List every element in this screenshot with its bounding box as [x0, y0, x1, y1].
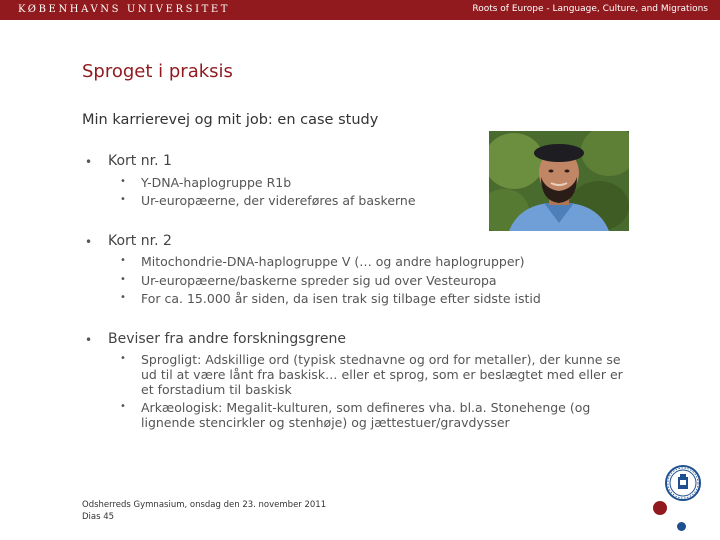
list-item: Ur-europæerne/baskerne spreder sig ud over Vesteuropa	[141, 273, 497, 288]
list-item: Y-DNA-haplogruppe R1b	[141, 175, 292, 190]
list-item: Arkæologisk: Megalit-kulturen, som defineres vha. bl.a. Stonehenge (og lignende stencirkler og stenhøje) og jættestuer/gravdysser	[141, 400, 591, 430]
bullet-icon: •	[85, 155, 93, 169]
list-item: Mitochondrie-DNA-haplogruppe V (… og andre haplogrupper)	[141, 254, 525, 269]
decorative-dot	[677, 522, 686, 531]
list-item: Sprogligt: Adskillige ord (typisk stednavne og ord for metaller), der kunne se ud til at være lånt fra baskisk… eller et sprog, som er beslægtet med eller er et forstadium til baskisk	[141, 352, 623, 397]
course-title: Roots of Europe - Language, Culture, and Migrations	[472, 4, 708, 14]
section-heading: Kort nr. 2	[108, 233, 172, 249]
portrait-photo	[489, 131, 629, 231]
bullet-icon: •	[120, 176, 126, 187]
header-bar	[0, 0, 720, 20]
bullet-icon: •	[120, 255, 126, 266]
section-heading: Beviser fra andre forskningsgrene	[108, 331, 346, 347]
footer-venue: Odsherreds Gymnasium, onsdag den 23. november 2011	[82, 500, 327, 510]
university-name: KØBENHAVNS UNIVERSITET	[18, 4, 231, 15]
bullet-icon: •	[85, 333, 93, 347]
bullet-icon: •	[120, 274, 126, 285]
footer-slide-number: Dias 45	[82, 512, 115, 522]
list-item: Ur-europæerne, der videreføres af baskerne	[141, 193, 416, 208]
bullet-icon: •	[85, 235, 93, 249]
decorative-dot	[653, 501, 667, 515]
bullet-icon: •	[120, 353, 126, 364]
list-item: For ca. 15.000 år siden, da isen trak sig tilbage efter sidste istid	[141, 291, 541, 306]
section-heading: Kort nr. 1	[108, 153, 172, 169]
bullet-icon: •	[120, 401, 126, 412]
slide-subtitle: Min karrierevej og mit job: en case study	[82, 112, 379, 128]
slide-title: Sproget i praksis	[82, 61, 233, 82]
bullet-icon: •	[120, 292, 126, 303]
bullet-icon: •	[120, 194, 126, 205]
university-seal-icon	[665, 465, 701, 501]
